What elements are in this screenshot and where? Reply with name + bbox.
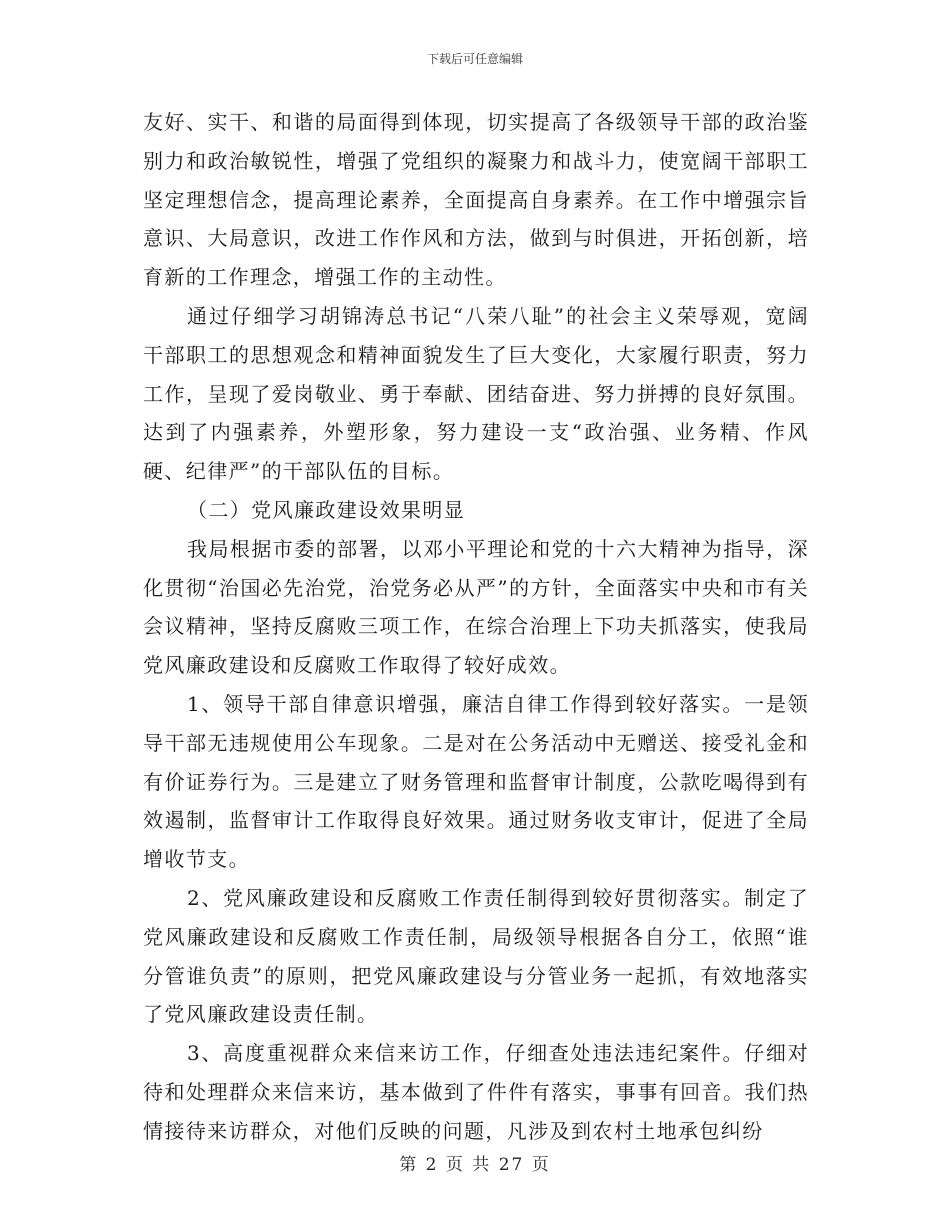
paragraph-continuation: 友好、实干、和谐的局面得到体现，切实提高了各级领导干部的政治鉴别力和政治敏锐性，增强了党组织的凝聚力和战斗力，使宽阔干部职工坚定理想信念，提高理论素养，全面提高自身素养。在工作中增强宗旨意识、大局意识，改进工作作风和方法，做到与时俱进，开拓创新，培育新的工作理念，增强工作的主动性。 — [143, 110, 809, 290]
paragraph-anti-corruption: 我局根据市委的部署，以邓小平理论和党的十六大精神为指导，深化贯彻“治国必先治党，治党务必从严”的方针，全面落实中央和市有关会议精神，坚持反腐败三项工作，在综合治理上下功夫抓落实，使我局党风廉政建设和反腐败工作取得了较好成效。 — [143, 536, 809, 678]
paragraph-item-1: 1、领导干部自律意识增强，廉洁自律工作得到较好落实。一是领导干部无违规使用公车现象。二是对在公务活动中无赠送、接受礼金和有价证券行为。三是建立了财务管理和监督审计制度，公款吃喝得到有效遏制，监督审计工作取得良好效果。通过财务收支审计，促进了全局增收节支。 — [143, 691, 809, 872]
document-body — [143, 103, 809, 1151]
paragraph-item-2: 2、党风廉政建设和反腐败工作责任制得到较好贯彻落实。制定了党风廉政建设和反腐败工作责任制，局级领导根据各自分工，依照“谁分管谁负责”的原则，把党风廉政建设与分管业务一起抓，有效地落实了党风廉政建设责任制。 — [143, 885, 809, 1027]
section-heading: （二）党风廉政建设效果明显 — [187, 497, 466, 522]
page-number-footer: 第 2 页 共 27 页 — [399, 1155, 551, 1175]
page-header: 下载后可任意编辑 — [426, 52, 523, 66]
paragraph-honor-disgrace: 通过仔细学习胡锦涛总书记“八荣八耻”的社会主义荣辱观，宽阔干部职工的思想观念和精神面貌发生了巨大变化，大家履行职责，努力工作，呈现了爱岗敬业、勇于奉献、团结奋进、努力拼搏的良好氛围。达到了内强素养，外塑形象，努力建设一支“政治强、业务精、作风硬、纪律严”的干部队伍的目标。 — [143, 303, 809, 484]
paragraph-item-3: 3、高度重视群众来信来访工作，仔细查处违法违纪案件。仔细对待和处理群众来信来访，基本做到了件件有落实，事事有回音。我们热情接待来访群众，对他们反映的问题，凡涉及到农村土地承包纠纷 — [143, 1041, 809, 1143]
